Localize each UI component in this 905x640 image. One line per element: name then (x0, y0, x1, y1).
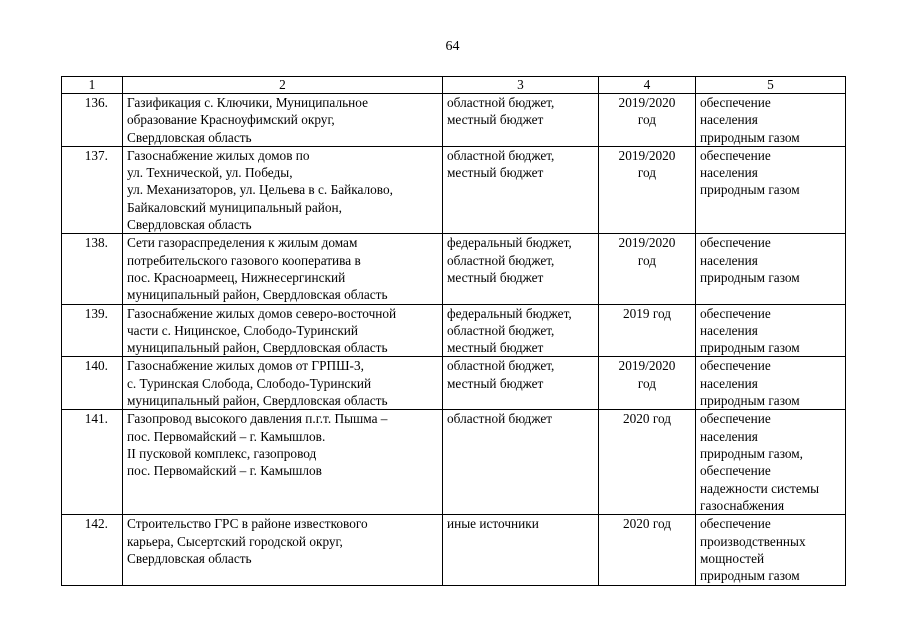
expected-result-cell (696, 304, 846, 357)
funding-source-cell (443, 94, 599, 147)
expected-result-line: обеспечение (700, 305, 771, 321)
implementation-period-line: 2019/2020 (618, 235, 676, 251)
header-cell-2: 2 (123, 77, 443, 94)
object-name-line: пос. Первомайский – г. Камышлов (127, 463, 322, 479)
table-row (62, 94, 846, 147)
object-name-line: пос. Первомайский – г. Камышлов. (127, 428, 326, 444)
table-row (62, 410, 846, 515)
object-name-line: II пусковой комплекс, газопровод (127, 445, 317, 461)
row-number: 141. (62, 410, 123, 515)
expected-result-line: обеспечение (700, 95, 771, 110)
object-name-cell (123, 357, 443, 410)
expected-result-line: природным газом (700, 568, 800, 584)
funding-source-line: местный бюджет (447, 269, 544, 285)
header-cell-4: 4 (599, 77, 696, 94)
expected-result-cell (696, 410, 846, 515)
object-name-line: Свердловская область (127, 217, 252, 233)
funding-source-cell (443, 146, 599, 233)
header-cell-5: 5 (696, 77, 846, 94)
table-body (62, 77, 846, 586)
expected-result-line: населения (700, 322, 758, 338)
expected-result-line: населения (700, 165, 758, 181)
expected-result-line: обеспечение (700, 516, 771, 532)
funding-source-cell (443, 357, 599, 410)
implementation-period-cell (599, 515, 696, 585)
expected-result-line: природным газом (700, 269, 800, 285)
row-number: 137. (62, 146, 123, 233)
object-name-line: с. Туринская Слобода, Слободо-Туринский (127, 375, 372, 391)
expected-result-line: производственных (700, 533, 806, 549)
expected-result-line: надежности системы (700, 480, 820, 496)
object-name-line: ул. Технической, ул. Победы, (127, 165, 293, 181)
implementation-period-line: 2020 год (622, 516, 672, 532)
implementation-period-cell (599, 410, 696, 515)
object-name-line: Байкаловский муниципальный район, (127, 199, 342, 215)
table-row (62, 515, 846, 585)
funding-source-line: областной бюджет, (447, 322, 555, 338)
expected-result-cell (696, 234, 846, 304)
table-row (62, 304, 846, 357)
implementation-period-line: год (637, 165, 657, 181)
implementation-period-line: 2020 год (622, 411, 672, 427)
funding-source-line: местный бюджет (447, 375, 544, 391)
implementation-period-cell (599, 304, 696, 357)
page-number: 64 (445, 39, 460, 54)
object-name-line: части с. Ницинское, Слободо-Туринский (127, 322, 359, 338)
object-name-line: Свердловская область (127, 129, 252, 145)
implementation-period-line: 2019/2020 (618, 358, 676, 374)
implementation-period-cell (599, 357, 696, 410)
expected-result-line: природным газом (700, 182, 800, 198)
object-name-line: потребительского газового кооператива в (127, 252, 361, 268)
row-number: 136. (62, 94, 123, 147)
funding-source-line: областной бюджет, (447, 95, 555, 110)
funding-source-line: местный бюджет (447, 340, 544, 356)
table-row (62, 146, 846, 233)
funding-source-line: областной бюджет, (447, 147, 555, 163)
funding-source-line: местный бюджет (447, 112, 544, 128)
object-name-line: муниципальный район, Свердловская область (127, 393, 388, 409)
implementation-period-line: год (637, 252, 657, 268)
implementation-period-line: год (637, 375, 657, 391)
implementation-period-cell (599, 234, 696, 304)
object-name-cell (123, 304, 443, 357)
expected-result-line: обеспечение (700, 463, 771, 479)
expected-result-line: природным газом (700, 129, 800, 145)
object-name-line: Свердловская область (127, 550, 252, 566)
implementation-period-cell (599, 146, 696, 233)
header-row (62, 77, 846, 94)
object-name-line: ул. Механизаторов, ул. Цельева в с. Байкалово, (127, 182, 393, 198)
funding-source-line: федеральный бюджет, (447, 305, 572, 321)
funding-source-line: иные источники (447, 516, 539, 532)
object-name-line: муниципальный район, Свердловская область (127, 287, 388, 303)
object-name-cell (123, 410, 443, 515)
row-number: 140. (62, 357, 123, 410)
object-name-line: карьера, Сысертский городской округ, (127, 533, 343, 549)
implementation-period-line: год (637, 112, 657, 128)
expected-result-line: обеспечение (700, 358, 771, 374)
object-name-line: Строительство ГРС в районе известкового (127, 516, 368, 532)
row-number: 139. (62, 304, 123, 357)
table-row (62, 357, 846, 410)
funding-source-cell (443, 304, 599, 357)
header-cell-1: 1 (62, 77, 123, 94)
implementation-period-line: 2019/2020 (618, 95, 676, 110)
object-name-line: Газоснабжение жилых домов северо-восточной (127, 305, 397, 321)
object-name-line: Сети газораспределения к жилым домам (127, 235, 358, 251)
expected-result-line: природным газом (700, 393, 800, 409)
implementation-period-line: 2019 год (622, 305, 672, 321)
expected-result-cell (696, 146, 846, 233)
expected-result-cell (696, 357, 846, 410)
funding-source-line: областной бюджет, (447, 358, 555, 374)
implementation-period-line: 2019/2020 (618, 147, 676, 163)
expected-result-cell (696, 515, 846, 585)
funding-source-cell (443, 410, 599, 515)
object-name-cell (123, 234, 443, 304)
funding-source-line: местный бюджет (447, 165, 544, 181)
funding-source-line: областной бюджет (447, 411, 553, 427)
expected-result-line: населения (700, 112, 758, 128)
table-row (62, 234, 846, 304)
expected-result-line: мощностей (700, 550, 765, 566)
object-name-line: Газопровод высокого давления п.г.т. Пышма – (127, 411, 388, 427)
data-table (61, 76, 846, 586)
implementation-period-cell (599, 94, 696, 147)
funding-source-cell (443, 234, 599, 304)
funding-source-line: федеральный бюджет, (447, 235, 572, 251)
expected-result-line: населения (700, 375, 758, 391)
expected-result-line: обеспечение (700, 235, 771, 251)
expected-result-line: населения (700, 252, 758, 268)
expected-result-cell (696, 94, 846, 147)
object-name-line: образование Красноуфимский округ, (127, 112, 335, 128)
expected-result-line: обеспечение (700, 147, 771, 163)
object-name-line: Газоснабжение жилых домов по (127, 147, 310, 163)
row-number: 142. (62, 515, 123, 585)
object-name-cell (123, 94, 443, 147)
object-name-line: Газоснабжение жилых домов от ГРПШ-3, (127, 358, 364, 374)
object-name-line: пос. Красноармеец, Нижнесергинский (127, 269, 346, 285)
object-name-cell (123, 146, 443, 233)
expected-result-line: газоснабжения (700, 497, 785, 513)
expected-result-line: населения (700, 428, 758, 444)
object-name-line: Газификация с. Ключики, Муниципальное (127, 95, 368, 110)
funding-source-line: областной бюджет, (447, 252, 555, 268)
object-name-cell (123, 515, 443, 585)
object-name-line: муниципальный район, Свердловская область (127, 340, 388, 356)
row-number: 138. (62, 234, 123, 304)
expected-result-line: обеспечение (700, 411, 771, 427)
expected-result-line: природным газом, (700, 445, 804, 461)
expected-result-line: природным газом (700, 340, 800, 356)
header-cell-3: 3 (443, 77, 599, 94)
funding-source-cell (443, 515, 599, 585)
